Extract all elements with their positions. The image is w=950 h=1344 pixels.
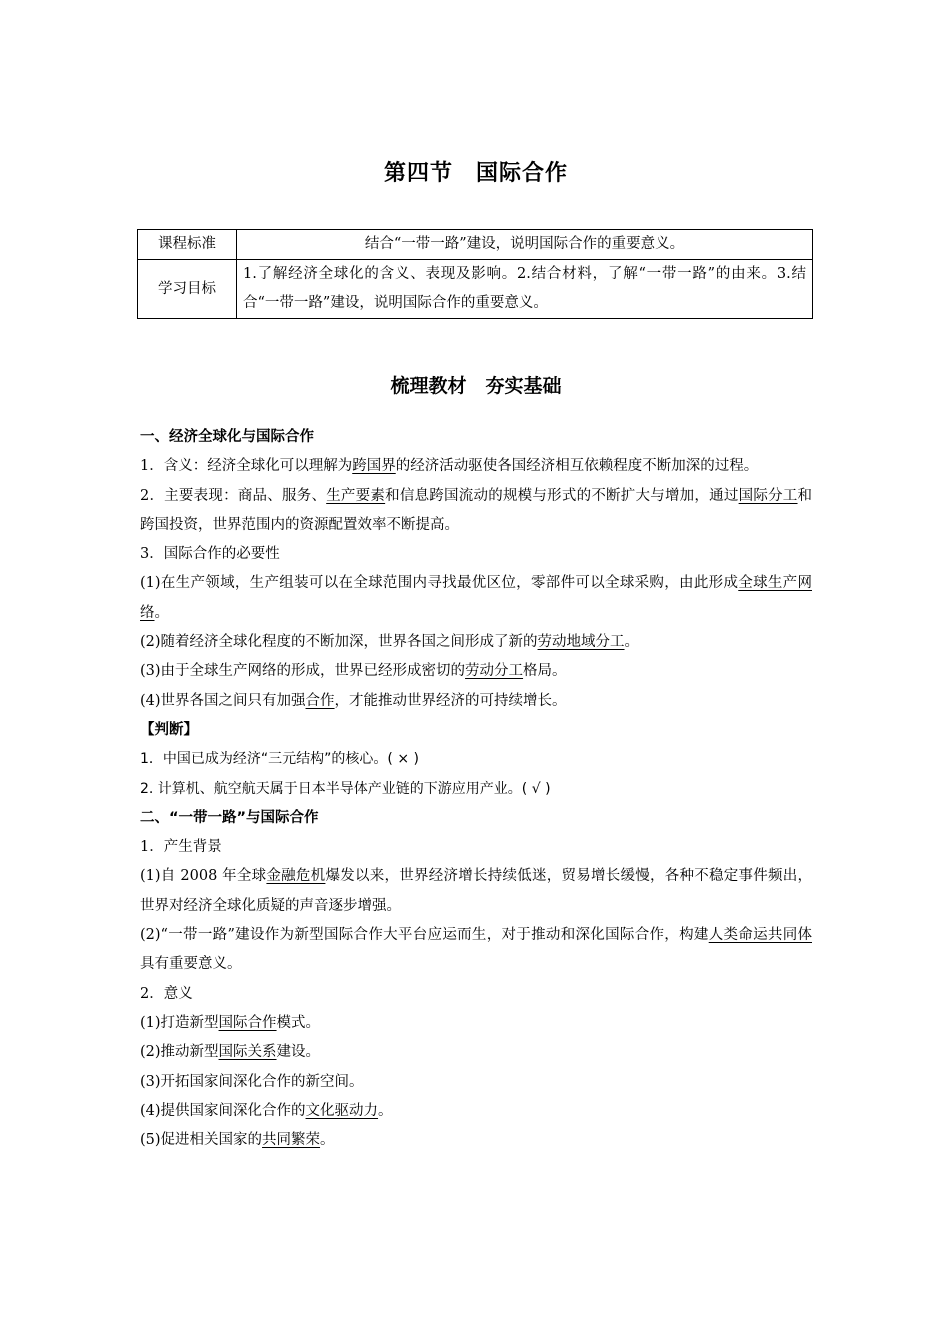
section-heading-1: 一、经济全球化与国际合作	[140, 429, 314, 445]
table-row	[138, 230, 813, 260]
judge-question: 2. 计算机、航空航天属于日本半导体产业链的下游应用产业。( √ )	[140, 780, 551, 797]
fill-answer: 跨国界	[352, 458, 396, 475]
paragraph: (1)打造新型国际合作模式。	[140, 1014, 321, 1031]
paragraph: 2．意义	[140, 985, 193, 1002]
fill-answer: 文化驱动力	[305, 1102, 379, 1119]
judge-label: 【判断】	[140, 721, 198, 738]
fill-answer: 人类命运共同体	[708, 927, 812, 944]
paragraph: (1)自 2008 年全球金融危机爆发以来，世界经济增长持续低迷，贸易增长缓慢，各种不稳定事件频出，世界对经济全球化质疑的声音逐步增强。	[140, 868, 812, 914]
fill-answer: 劳动地域分工	[537, 634, 625, 651]
paragraph: (5)促进相关国家的共同繁荣。	[140, 1132, 335, 1149]
paragraph: (4)提供国家间深化合作的文化驱动力。	[140, 1102, 393, 1119]
paragraph: (4)世界各国之间只有加强合作，才能推动世界经济的可持续增长。	[140, 692, 567, 709]
paragraph: (2)随着经济全球化程度的不断加深，世界各国之间形成了新的劳动地域分工。	[140, 634, 640, 651]
paragraph: 3．国际合作的必要性	[140, 546, 280, 563]
fill-answer: 国际分工	[738, 487, 798, 504]
table-label-goals: 学习目标	[138, 260, 237, 319]
paragraph: (3)开拓国家间深化合作的新空间。	[140, 1073, 364, 1090]
judge-question: 1．中国已成为经济“三元结构”的核心。( × )	[140, 751, 419, 768]
table-value-goals: 1.了解经济全球化的含义、表现及影响。2.结合材料，了解“一带一路”的由来。3.结合“一带一路”建设，说明国际合作的重要意义。	[237, 260, 813, 319]
table-value-standard: 结合“一带一路”建设，说明国际合作的重要意义。	[237, 230, 813, 260]
table-row	[138, 260, 813, 319]
paragraph: 2．主要表现：商品、服务、生产要素和信息跨国流动的规模与形式的不断扩大与增加，通过国际分工和跨国投资，世界范围内的资源配置效率不断提高。	[140, 487, 813, 533]
content-body	[140, 423, 812, 1155]
fill-answer: 金融危机	[266, 868, 326, 885]
paragraph: (3)由于全球生产网络的形成，世界已经形成密切的劳动分工格局。	[140, 663, 567, 680]
paragraph: (2)“一带一路”建设作为新型国际合作大平台应运而生，对于推动和深化国际合作，构建人类命运共同体具有重要意义。	[140, 927, 812, 973]
fill-answer: 国际合作	[218, 1014, 277, 1031]
paragraph: 1．产生背景	[140, 839, 222, 856]
paragraph: (1)在生产领域，生产组装可以在全球范围内寻找最优区位，零部件可以全球采购，由此形成全球生产网络。	[140, 575, 812, 621]
fill-answer: 共同繁荣	[262, 1132, 321, 1149]
page-title: 第四节 国际合作	[383, 161, 568, 186]
table-label-standard: 课程标准	[138, 230, 237, 260]
fill-answer: 劳动分工	[465, 663, 524, 680]
curriculum-standards-table	[137, 229, 813, 319]
fill-answer: 合作	[305, 692, 335, 709]
paragraph: 1．含义：经济全球化可以理解为跨国界的经济活动驱使各国经济相互依赖程度不断加深的过程。	[140, 458, 759, 475]
fill-answer: 生产要素	[326, 487, 386, 504]
paragraph: (2)推动新型国际关系建设。	[140, 1044, 321, 1061]
section-heading-2: 二、“一带一路”与国际合作	[140, 809, 319, 826]
section-title: 梳理教材 夯实基础	[390, 375, 562, 397]
fill-answer: 国际关系	[218, 1044, 277, 1061]
fill-answer: 全球生产网络	[140, 575, 812, 621]
